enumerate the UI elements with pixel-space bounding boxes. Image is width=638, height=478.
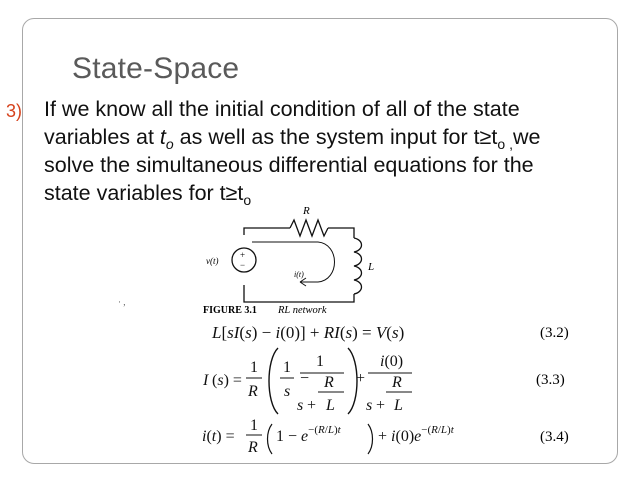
t-symbol: t bbox=[159, 125, 166, 149]
svg-text:s: s bbox=[284, 383, 291, 400]
source-minus-sign: − bbox=[240, 260, 246, 270]
text-fragment: state variables for t≥t bbox=[44, 181, 244, 205]
svg-text:i(t) =: i(t) = bbox=[202, 428, 235, 445]
subscript-o-comma: o , bbox=[497, 136, 513, 152]
equation-3-3 bbox=[202, 348, 412, 414]
svg-text:i(0): i(0) bbox=[380, 353, 404, 370]
stray-mark: · , bbox=[118, 297, 126, 307]
subscript-o: o bbox=[165, 136, 174, 152]
svg-text:s: s bbox=[297, 397, 304, 414]
svg-text:L: L bbox=[394, 397, 403, 414]
bullet-line-1: If we know all the initial condition of all of the state bbox=[44, 97, 520, 121]
svg-text:+: + bbox=[307, 397, 317, 414]
svg-text:L: L bbox=[326, 397, 335, 414]
svg-text:s: s bbox=[366, 397, 373, 414]
svg-text:I: I bbox=[203, 372, 209, 389]
text-fragment: we bbox=[512, 125, 541, 149]
slide-title: State-Space bbox=[72, 52, 240, 85]
svg-text:R: R bbox=[248, 383, 258, 400]
svg-text:L[sI(s) − i(0)] + RI(s) = V(s): L[sI(s) − i(0)] + RI(s) = V(s) bbox=[212, 323, 405, 342]
equation-3-4 bbox=[202, 417, 455, 456]
inductor-label: L bbox=[368, 261, 375, 273]
equation-number-3-4: (3.4) bbox=[540, 429, 569, 445]
svg-text:+: + bbox=[376, 397, 386, 414]
svg-text:−: − bbox=[300, 370, 310, 387]
svg-text:+ i(0)e−(R/L)t: + $i(0)e^{-(R/L)t}$ bbox=[378, 424, 454, 445]
svg-text:1: 1 bbox=[250, 359, 258, 376]
resistor-label: R bbox=[303, 205, 310, 217]
svg-text:1 − e−(R/L)t: $1 - e^{-(R/L)t}$ bbox=[276, 424, 341, 445]
resistor-symbol bbox=[290, 220, 328, 236]
svg-text:R: R bbox=[392, 374, 402, 391]
source-label: v(t) bbox=[206, 256, 219, 266]
text-fragment: variables at bbox=[44, 125, 160, 149]
svg-text:1: 1 bbox=[283, 359, 291, 376]
equation-number-3-3: (3.3) bbox=[536, 372, 565, 388]
equation-3-2 bbox=[211, 323, 404, 342]
svg-text:(s) =: (s) = bbox=[212, 372, 242, 389]
svg-text:R: R bbox=[248, 439, 258, 456]
svg-text:1: 1 bbox=[250, 417, 258, 434]
text-fragment: as well as the system input for t≥t bbox=[173, 125, 498, 149]
equation-number-3-2: (3.2) bbox=[540, 325, 569, 341]
bullet-number: 3) bbox=[6, 101, 23, 121]
inductor-symbol bbox=[354, 238, 362, 294]
source-plus-sign: + bbox=[240, 250, 246, 260]
svg-text:1: 1 bbox=[316, 353, 324, 370]
rl-circuit-diagram bbox=[232, 220, 362, 302]
current-label: i(t) bbox=[294, 270, 304, 279]
subscript-o: o bbox=[243, 192, 252, 208]
bullet-line-3: solve the simultaneous differential equations for the bbox=[44, 153, 534, 177]
figure-caption-text: RL network bbox=[278, 305, 327, 316]
svg-text:+: + bbox=[356, 370, 366, 387]
figure-caption-number: FIGURE 3.1 bbox=[203, 305, 257, 316]
svg-text:R: R bbox=[324, 374, 334, 391]
